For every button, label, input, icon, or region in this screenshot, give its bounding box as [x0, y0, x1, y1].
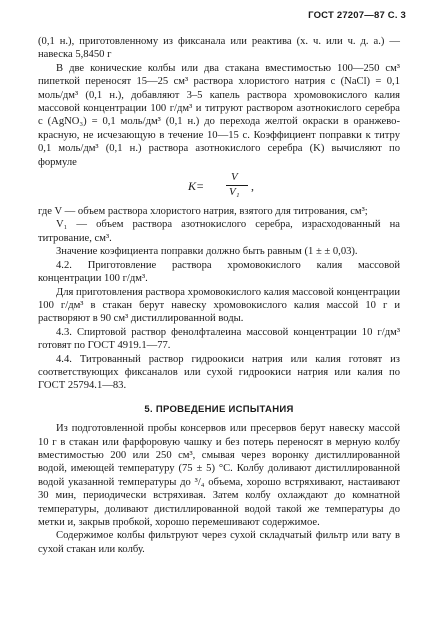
- formula-numerator: V: [231, 171, 238, 184]
- formula-lhs: K=: [188, 179, 205, 194]
- formula-denominator: V₁: [229, 186, 240, 199]
- paragraph-coefficient-value: Значение коэфициента поправки должно быть равным (1 ± ± 0,03).: [56, 246, 358, 258]
- paragraph-4-2: 4.2. Приготовление раствора хромовокислого калия массовой концентрации 100 г/дм³.: [38, 259, 400, 285]
- definition-v: где V — объем раствора хлористого натрия, взятого для титрования, см³;: [38, 206, 368, 218]
- body-text: [38, 35, 400, 556]
- paragraph-4-3: 4.3. Спиртовой раствор фенолфталеина массовой концентрации 10 г/дм³ готовят по ГОСТ 4919.1—77.: [38, 326, 400, 352]
- section-title: 5. ПРОВЕДЕНИЕ ИСПЫТАНИЯ: [144, 403, 294, 415]
- definition-v1: V₁ — объем раствора азотнокислого серебра, израсходованный на титрование, см³.: [38, 219, 400, 244]
- paragraph-filtering: Содержимое колбы фильтруют через сухой складчатый фильтр или вату в сухой стакан или колбу.: [38, 530, 400, 555]
- paragraph-titration-procedure: В две конические колбы или два стакана вместимостью 100—250 см³ пипеткой переносят 15—25 см³ раствора хлористого натрия c (NaCl) = 0,1 моль/дм³ (0,1 н.), добавляют 3–5 капель раствора хромовокислого калия массовой концентрации 100 г/дм³ и титруют раствором азотнокислого серебра c (AgNO₃) = 0,1 моль/дм³ (0,1 н.) до перехода желтой окраски в оранжево-красную, не исчезающую в течение 10—15 с. Коэффициент поправки к титру 0,1 моль/дм³ (0,1 н.) раствора азотнокислого серебра (K) вычисляют по формуле: [38, 62, 400, 168]
- paragraph-continuation: (0,1 н.), приготовленному из фиксанала или реактива (х. ч. или ч. д. а.) — навеска 5,8450 г: [38, 36, 400, 61]
- paragraph-chromate-prep: Для приготовления раствора хромовокислого калия массовой концентрации 100 г/дм³ в стакан берут навеску хромовокислого калия массой 10 г и растворяют в 90 см³ дистиллированной воды.: [38, 286, 400, 325]
- paragraph-sample-prep: Из подготовленной пробы консервов или пресервов берут навеску массой 10 г в стакан или фарфоровую чашку и без потерь переносят в мерную колбу вместимостью 200 или 250 см³, смывая через воронку дистиллированной водой, имеющей температуру (75 ± 5) °С. Колбу доливают дистиллированной водой указанной температуры до ³/₄ объема, хорошо встряхивают, настаивают 30 мин, периодически встряхивая. Затем колбу охлаждают до комнатной температуры, доливают дистиллированной водой такой же температуры до метки и, закрыв пробкой, хорошо перемешивают содержимое.: [38, 423, 400, 528]
- formula-tail: ,: [251, 179, 254, 194]
- formula-correction-factor: [38, 171, 400, 201]
- paragraph-4-4: 4.4. Титрованный раствор гидроокиси натрия или калия готовят из соответствующих фиксаналов или сухой гидроокиси натрия или калия по ГОСТ 25794.1—83.: [38, 353, 400, 392]
- page-header: ГОСТ 27207—87 С. 3: [308, 10, 406, 21]
